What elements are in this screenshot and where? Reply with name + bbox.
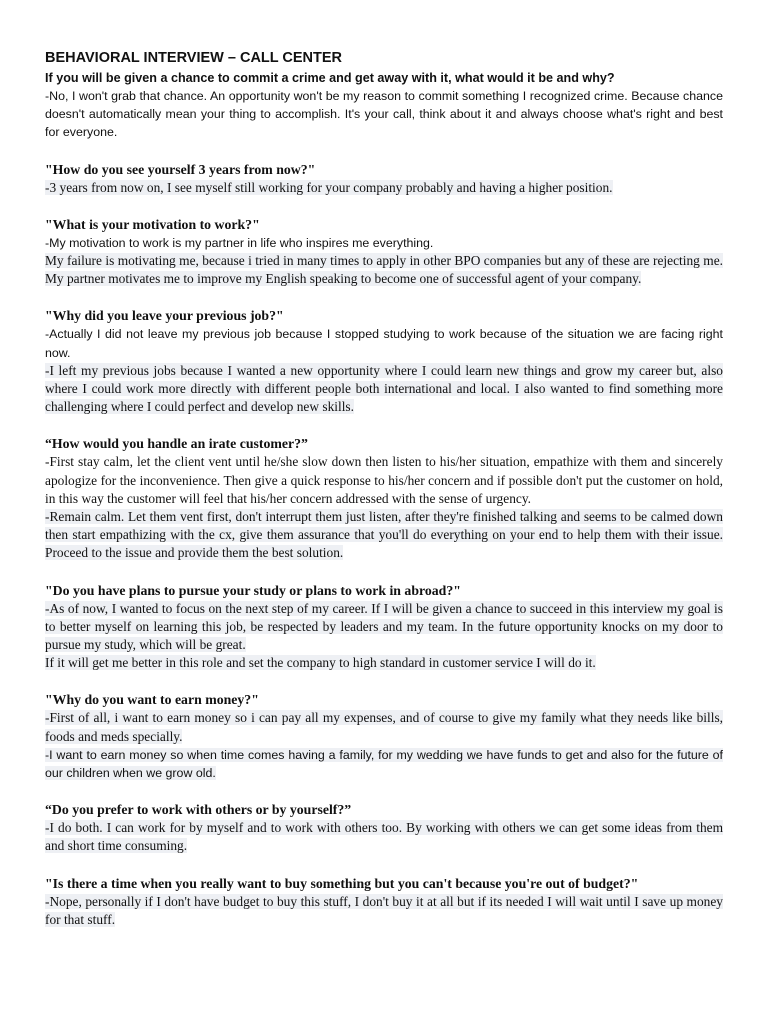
- answer: -I want to earn money so when time comes having a family, for my wedding we have funds to get and also for the future of our children when we grow old.: [45, 747, 723, 781]
- question: If you will be given a chance to commit a crime and get away with it, what would it be and why?: [45, 71, 615, 85]
- qa-section: [45, 216, 723, 289]
- qa-section: [45, 875, 723, 929]
- qa-section: [45, 691, 723, 782]
- answer: -Nope, personally if I don't have budget to buy this stuff, I don't buy it at all but if its needed I will wait until I save up money for that stuff.: [45, 893, 723, 927]
- question: "Why do you want to earn money?": [45, 692, 259, 708]
- document-page: [45, 48, 723, 929]
- qa-section: [45, 801, 723, 855]
- answer: -3 years from now on, I see myself still working for your company probably and having a higher position.: [45, 179, 613, 195]
- qa-section: [45, 307, 723, 416]
- answer: -First stay calm, let the client vent until he/she slow down then listen to his/her situation, empathize with them and sincerely apologize for the inconvenience. Then give a quick response to his/her concern and if possible don't put the customer on hold, in this way the customer will feel that his/her concern addressed with the sense of urgency.: [45, 454, 723, 506]
- document-title: BEHAVIORAL INTERVIEW – CALL CENTER: [45, 50, 343, 66]
- answer: -Remain calm. Let them vent first, don't interrupt them just listen, after they're finished talking and seems to be calmed down then start empathizing with the cx, give them assurance that you'll do everything on your end to help them with their issue. Proceed to the issue and provide them the best solution.: [45, 509, 723, 561]
- answer: My failure is motivating me, because i tried in many times to apply in other BPO companies but any of these are rejecting me. My partner motivates me to improve my English speaking to become one of successful agent of your company.: [45, 253, 723, 287]
- answer: -No, I won't grab that chance. An opportunity won't be my reason to commit something I recognized crime. Because chance doesn't automatically mean your thing to accomplish. It's your call, think about it and always choose what's right and best for everyone.: [45, 89, 723, 140]
- qa-section: [45, 69, 723, 142]
- answer: -First of all, i want to earn money so i can pay all my expenses, and of course to give my family what they needs like bills, foods and meds specially.: [45, 710, 723, 744]
- answer: If it will get me better in this role and set the company to high standard in customer service I will do it.: [45, 655, 596, 671]
- qa-section: [45, 161, 723, 197]
- qa-section: [45, 435, 723, 562]
- answer: -As of now, I wanted to focus on the next step of my career. If I will be given a chance to succeed in this interview my goal is to better myself on learning this job, be respected by leaders and my team. In the future opportunity knocks on my door to pursue my study, which will be great.: [45, 600, 723, 653]
- question: "Do you have plans to pursue your study or plans to work in abroad?": [45, 582, 461, 598]
- answer: -My motivation to work is my partner in life who inspires me everything.: [45, 235, 434, 250]
- question: "Why did you leave your previous job?": [45, 308, 284, 324]
- question: “Do you prefer to work with others or by yourself?”: [45, 802, 352, 818]
- question: “How would you handle an irate customer?”: [45, 436, 308, 452]
- question: "How do you see yourself 3 years from now?": [45, 161, 316, 177]
- question: "What is your motivation to work?": [45, 216, 260, 232]
- answer: -Actually I did not leave my previous job because I stopped studying to work because of the situation we are facing right now.: [45, 327, 723, 360]
- question: "Is there a time when you really want to buy something but you can't because you're out of budget?": [45, 875, 639, 891]
- qa-section: [45, 582, 723, 673]
- answer: -I do both. I can work for by myself and to work with others too. By working with others we can get some ideas from them and short time consuming.: [45, 820, 723, 854]
- answer: -I left my previous jobs because I wanted a new opportunity where I could learn new things and grow my career but, also where I could work more directly with different people both international and local. I also wanted to find something more challenging where I could perfect and develop new skills.: [45, 362, 723, 415]
